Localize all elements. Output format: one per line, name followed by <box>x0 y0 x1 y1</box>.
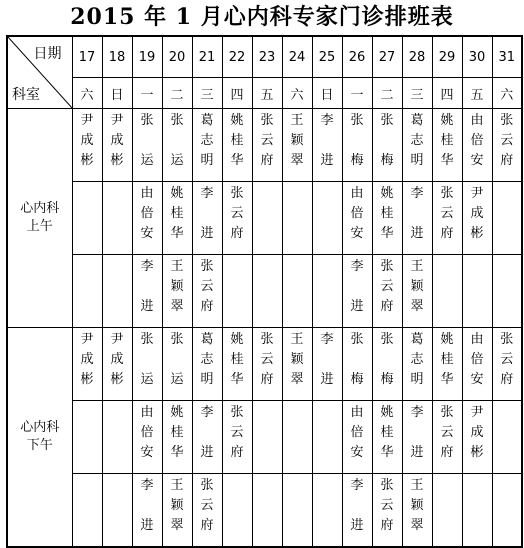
doctor-name: 张梅 <box>380 332 394 387</box>
doctor-name: 由倍安 <box>470 113 484 168</box>
doctor-cell <box>462 474 492 548</box>
doctor-name: 尹成彬 <box>80 332 94 387</box>
doctor-name: 姚桂华 <box>170 186 184 241</box>
doctor-cell <box>372 328 402 401</box>
date-cell: 18 <box>102 36 132 78</box>
doctor-cell <box>372 255 402 328</box>
doctor-cell <box>162 474 192 548</box>
schedule-row <box>7 109 522 182</box>
weekday-cell: 一 <box>132 78 162 109</box>
doctor-name: 尹成彬 <box>110 332 124 387</box>
doctor-name: 葛志明 <box>410 113 424 168</box>
schedule-row <box>7 474 522 548</box>
doctor-cell <box>342 328 372 401</box>
doctor-cell <box>432 401 462 474</box>
doctor-cell <box>432 182 462 255</box>
doctor-cell <box>432 474 462 548</box>
doctor-cell <box>282 109 312 182</box>
doctor-name: 张运 <box>170 113 184 168</box>
weekday-cell: 四 <box>222 78 252 109</box>
weekday-cell: 日 <box>102 78 132 109</box>
schedule-row <box>7 182 522 255</box>
doctor-cell <box>282 474 312 548</box>
doctor-name: 由倍安 <box>470 332 484 387</box>
doctor-cell <box>222 182 252 255</box>
doctor-cell <box>342 474 372 548</box>
date-cell: 26 <box>342 36 372 78</box>
schedule-row <box>7 328 522 401</box>
doctor-cell <box>102 109 132 182</box>
weekday-row <box>7 78 522 109</box>
dept-label-line: 心内科 <box>20 420 60 435</box>
doctor-cell <box>252 474 282 548</box>
doctor-name: 张梅 <box>380 113 394 168</box>
doctor-name: 王颖翠 <box>170 478 184 533</box>
weekday-cell: 二 <box>372 78 402 109</box>
doctor-cell <box>342 255 372 328</box>
weekday-cell: 四 <box>432 78 462 109</box>
schedule-row <box>7 401 522 474</box>
date-cell: 30 <box>462 36 492 78</box>
doctor-cell <box>222 255 252 328</box>
doctor-name: 张云府 <box>380 259 394 314</box>
doctor-cell <box>342 109 372 182</box>
date-header-label: 日期 <box>33 46 62 62</box>
dept-label-line: 上午 <box>26 219 53 234</box>
doctor-cell <box>252 109 282 182</box>
doctor-cell <box>132 109 162 182</box>
doctor-cell <box>162 182 192 255</box>
doctor-name: 姚桂华 <box>440 332 454 387</box>
doctor-name: 李进 <box>140 259 154 314</box>
doctor-name: 由倍安 <box>350 405 364 460</box>
doctor-name: 张云府 <box>230 405 244 460</box>
weekday-cell: 六 <box>72 78 102 109</box>
doctor-cell <box>252 182 282 255</box>
doctor-cell <box>162 328 192 401</box>
schedule-row <box>7 255 522 328</box>
doctor-cell <box>372 401 402 474</box>
date-cell: 24 <box>282 36 312 78</box>
doctor-name: 李进 <box>410 186 424 241</box>
date-cell: 23 <box>252 36 282 78</box>
doctor-name: 张云府 <box>440 186 454 241</box>
schedule-table <box>6 35 523 548</box>
dept-cell <box>7 328 72 548</box>
doctor-name: 张云府 <box>440 405 454 460</box>
doctor-cell <box>432 109 462 182</box>
doctor-name: 姚桂华 <box>230 113 244 168</box>
doctor-name: 姚桂华 <box>230 332 244 387</box>
doctor-cell <box>462 255 492 328</box>
date-cell: 27 <box>372 36 402 78</box>
doctor-cell <box>192 182 222 255</box>
dept-label-line: 心内科 <box>20 201 60 216</box>
doctor-cell <box>132 182 162 255</box>
date-cell: 19 <box>132 36 162 78</box>
weekday-cell: 五 <box>252 78 282 109</box>
doctor-cell <box>462 401 492 474</box>
doctor-cell <box>102 474 132 548</box>
doctor-name: 张运 <box>140 332 154 387</box>
doctor-name: 姚桂华 <box>440 113 454 168</box>
doctor-cell <box>282 401 312 474</box>
doctor-cell <box>312 474 342 548</box>
doctor-name: 尹成彬 <box>470 186 484 241</box>
doctor-cell <box>222 109 252 182</box>
doctor-cell <box>222 474 252 548</box>
doctor-cell <box>492 182 522 255</box>
doctor-name: 李进 <box>410 405 424 460</box>
doctor-name: 葛志明 <box>200 113 214 168</box>
doctor-cell <box>402 474 432 548</box>
doctor-cell <box>72 474 102 548</box>
header-corner <box>7 36 72 109</box>
doctor-cell <box>132 401 162 474</box>
doctor-name: 李进 <box>200 405 214 460</box>
doctor-name: 李进 <box>320 332 334 387</box>
weekday-cell: 三 <box>402 78 432 109</box>
doctor-cell <box>282 328 312 401</box>
doctor-cell <box>342 182 372 255</box>
weekday-cell: 日 <box>312 78 342 109</box>
doctor-name: 李进 <box>350 478 364 533</box>
doctor-name: 李进 <box>350 259 364 314</box>
doctor-cell <box>492 328 522 401</box>
doctor-cell <box>312 401 342 474</box>
doctor-cell <box>192 109 222 182</box>
doctor-cell <box>372 109 402 182</box>
weekday-cell: 二 <box>162 78 192 109</box>
weekday-cell: 五 <box>462 78 492 109</box>
doctor-name: 尹成彬 <box>110 113 124 168</box>
doctor-cell <box>372 182 402 255</box>
doctor-name: 姚桂华 <box>170 405 184 460</box>
doctor-cell <box>192 255 222 328</box>
page-title: 2015 年 1 月心内科专家门诊排班表 <box>70 4 454 30</box>
doctor-cell <box>312 109 342 182</box>
doctor-cell <box>72 255 102 328</box>
doctor-name: 王颖翠 <box>410 259 424 314</box>
doctor-name: 尹成彬 <box>470 405 484 460</box>
doctor-cell <box>402 255 432 328</box>
doctor-cell <box>432 328 462 401</box>
date-cell: 21 <box>192 36 222 78</box>
doctor-cell <box>492 401 522 474</box>
date-cell: 17 <box>72 36 102 78</box>
doctor-name: 王颖翠 <box>290 113 304 168</box>
dept-label-line: 下午 <box>26 438 53 453</box>
weekday-cell: 三 <box>192 78 222 109</box>
doctor-cell <box>402 328 432 401</box>
dept-header-label: 科室 <box>12 87 40 103</box>
doctor-name: 李进 <box>200 186 214 241</box>
doctor-name: 姚桂华 <box>380 186 394 241</box>
date-cell: 31 <box>492 36 522 78</box>
doctor-name: 李进 <box>320 113 334 168</box>
doctor-cell <box>432 255 462 328</box>
doctor-cell <box>312 255 342 328</box>
doctor-cell <box>192 401 222 474</box>
doctor-cell <box>402 182 432 255</box>
doctor-name: 王颖翠 <box>170 259 184 314</box>
date-cell: 20 <box>162 36 192 78</box>
schedule-body <box>7 36 522 547</box>
doctor-cell <box>72 401 102 474</box>
doctor-name: 由倍安 <box>140 405 154 460</box>
doctor-name: 由倍安 <box>350 186 364 241</box>
doctor-name: 张云府 <box>200 478 214 533</box>
doctor-name: 葛志明 <box>200 332 214 387</box>
doctor-name: 由倍安 <box>140 186 154 241</box>
doctor-cell <box>162 401 192 474</box>
doctor-cell <box>192 474 222 548</box>
doctor-cell <box>222 328 252 401</box>
weekday-cell: 六 <box>492 78 522 109</box>
doctor-name: 张云府 <box>230 186 244 241</box>
weekday-cell: 一 <box>342 78 372 109</box>
doctor-cell <box>72 109 102 182</box>
doctor-cell <box>402 109 432 182</box>
doctor-name: 张梅 <box>350 332 364 387</box>
doctor-cell <box>132 255 162 328</box>
dept-cell <box>7 109 72 328</box>
date-cell: 28 <box>402 36 432 78</box>
doctor-name: 葛志明 <box>410 332 424 387</box>
doctor-cell <box>492 109 522 182</box>
doctor-cell <box>102 182 132 255</box>
weekday-cell: 六 <box>282 78 312 109</box>
date-cell: 29 <box>432 36 462 78</box>
doctor-cell <box>252 255 282 328</box>
doctor-cell <box>462 109 492 182</box>
doctor-cell <box>342 401 372 474</box>
doctor-name: 张云府 <box>380 478 394 533</box>
doctor-cell <box>102 255 132 328</box>
doctor-name: 张梅 <box>350 113 364 168</box>
doctor-cell <box>132 474 162 548</box>
doctor-cell <box>492 255 522 328</box>
doctor-name: 姚桂华 <box>380 405 394 460</box>
doctor-name: 张云府 <box>200 259 214 314</box>
doctor-name: 张运 <box>170 332 184 387</box>
doctor-name: 张运 <box>140 113 154 168</box>
doctor-name: 张云府 <box>260 113 274 168</box>
doctor-cell <box>402 401 432 474</box>
doctor-cell <box>252 328 282 401</box>
doctor-cell <box>72 182 102 255</box>
doctor-cell <box>162 255 192 328</box>
date-row <box>7 36 522 78</box>
doctor-cell <box>462 182 492 255</box>
doctor-name: 王颖翠 <box>290 332 304 387</box>
doctor-name: 张云府 <box>500 113 514 168</box>
doctor-cell <box>72 328 102 401</box>
doctor-name: 李进 <box>140 478 154 533</box>
doctor-cell <box>312 328 342 401</box>
doctor-name: 张云府 <box>500 332 514 387</box>
date-cell: 22 <box>222 36 252 78</box>
doctor-cell <box>282 255 312 328</box>
doctor-cell <box>102 401 132 474</box>
doctor-name: 王颖翠 <box>410 478 424 533</box>
doctor-cell <box>102 328 132 401</box>
doctor-cell <box>132 328 162 401</box>
doctor-name: 张云府 <box>260 332 274 387</box>
date-cell: 25 <box>312 36 342 78</box>
doctor-cell <box>372 474 402 548</box>
doctor-cell <box>162 109 192 182</box>
doctor-cell <box>222 401 252 474</box>
doctor-cell <box>462 328 492 401</box>
doctor-cell <box>492 474 522 548</box>
doctor-name: 尹成彬 <box>80 113 94 168</box>
doctor-cell <box>312 182 342 255</box>
doctor-cell <box>192 328 222 401</box>
doctor-cell <box>282 182 312 255</box>
doctor-cell <box>252 401 282 474</box>
